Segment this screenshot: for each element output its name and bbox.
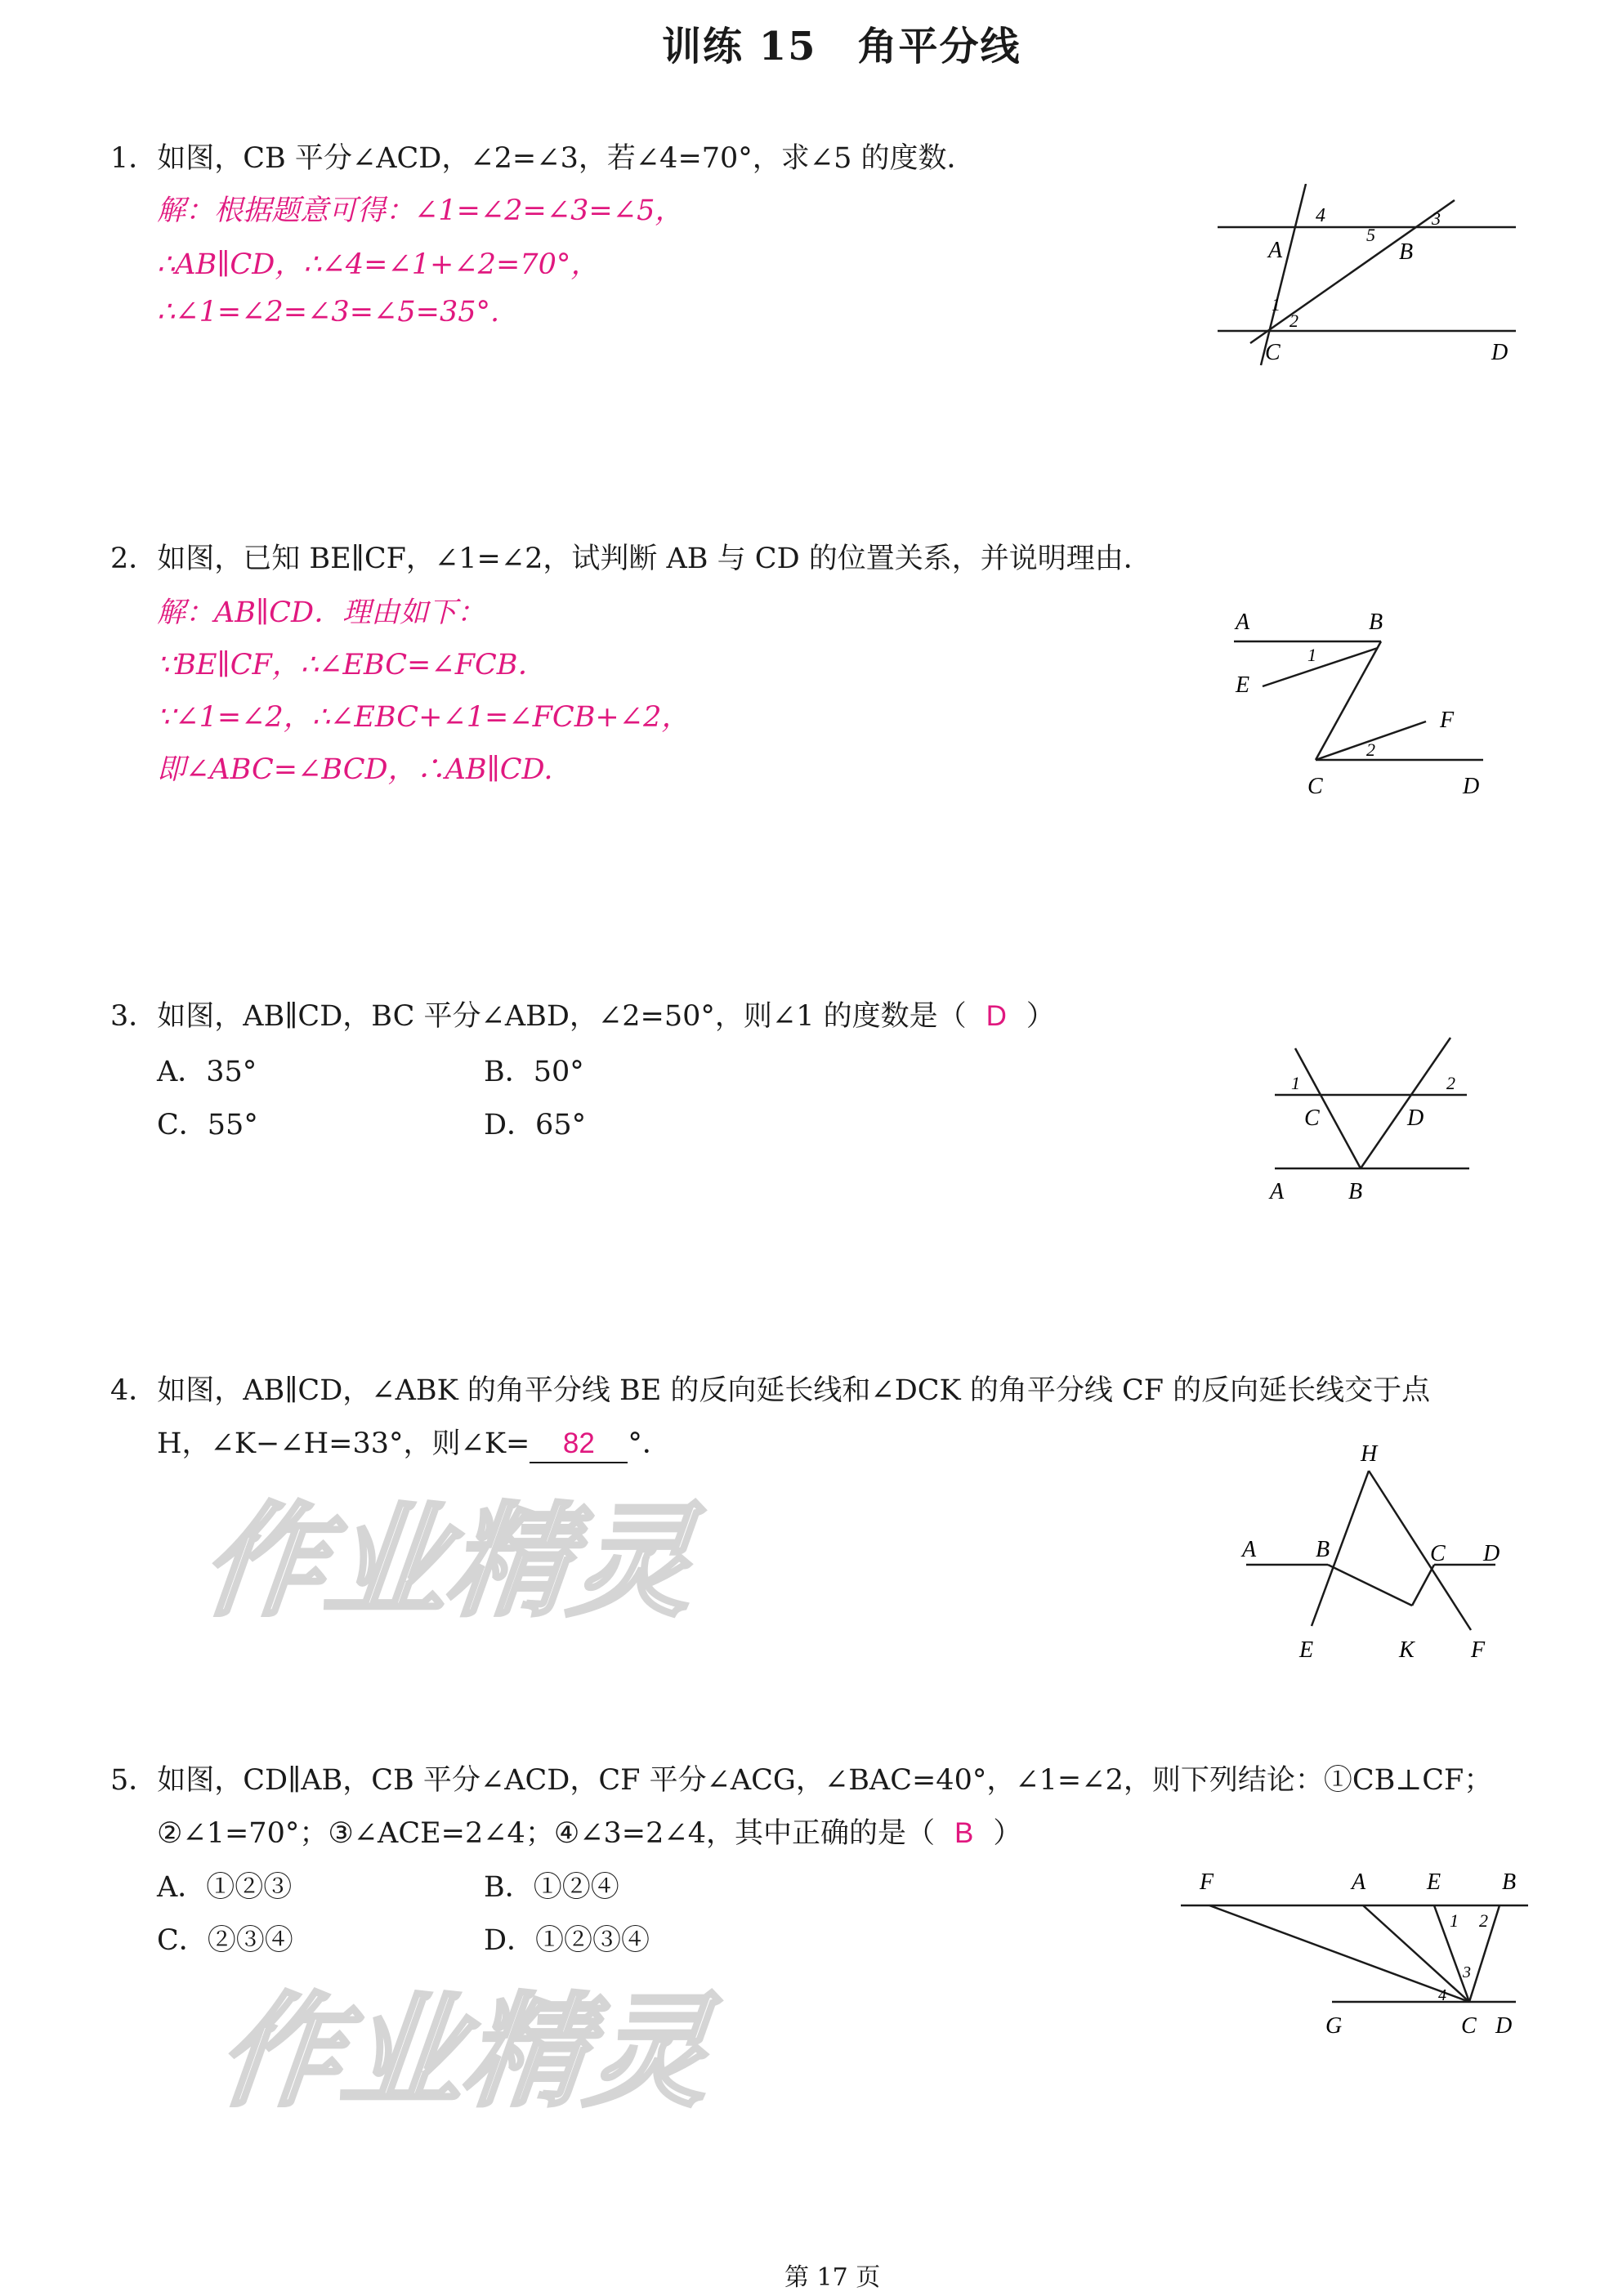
q4-answer-blank: 82 [530, 1426, 628, 1463]
point-a-label: A [1268, 238, 1283, 263]
point-c-label: C [1265, 340, 1281, 365]
q2-stem: 2．如图，已知 BE∥CF，∠1=∠2，试判断 AB 与 CD 的位置关系，并说明理由． [110, 543, 1152, 575]
point-b-label: B [1399, 239, 1414, 265]
angle-1-label: 1 [1307, 645, 1316, 665]
angle-4-label: 4 [1316, 205, 1325, 226]
point-f-label: F [1200, 1869, 1214, 1895]
q5-option-b: B．①②④ [484, 1871, 619, 1904]
q3-answer: D [986, 1000, 1007, 1032]
line-cf [1209, 1905, 1469, 2002]
q3-option-d: D．65° [484, 1109, 587, 1141]
line-bd [1361, 1038, 1450, 1168]
q1-solution-line: ∴∠1=∠2=∠3=∠5=35°. [157, 296, 500, 328]
angle-2-label: 2 [1366, 739, 1375, 760]
watermark: 作业精灵 [212, 1981, 717, 2124]
point-e-label: E [1299, 1637, 1314, 1663]
point-a-label: A [1352, 1869, 1366, 1895]
q3-option-c: C．55° [157, 1109, 258, 1141]
point-c-label: C [1304, 1106, 1320, 1131]
q4-stem-line2: H，∠K−∠H=33°，则∠K= 82 °． [157, 1426, 671, 1463]
point-c-label: C [1430, 1541, 1446, 1566]
point-f-label: F [1440, 708, 1455, 733]
angle-2-label: 2 [1479, 1910, 1488, 1931]
point-e-label: E [1236, 672, 1250, 698]
q1-figure [1209, 184, 1520, 380]
q2-figure [1218, 601, 1495, 805]
q3-stem: 3．如图，AB∥CD，BC 平分∠ABD，∠2=50°，则∠1 的度数是（ D ） [110, 1000, 1055, 1033]
q2-solution-line: ∵∠1=∠2，∴∠EBC+∠1=∠FCB+∠2， [157, 701, 691, 734]
point-k-label: K [1399, 1637, 1415, 1663]
q5-option-a: A．①②③ [157, 1871, 293, 1904]
angle-3-label: 3 [1432, 208, 1441, 229]
q5-figure [1169, 1855, 1544, 2039]
q1-stem: 1．如图，CB 平分∠ACD，∠2=∠3，若∠4=70°，求∠5 的度数． [110, 142, 976, 175]
point-a-label: A [1236, 610, 1250, 635]
point-d-label: D [1491, 340, 1508, 365]
point-b-label: B [1316, 1537, 1330, 1562]
point-e-label: E [1427, 1869, 1441, 1895]
angle-5-label: 5 [1366, 225, 1375, 245]
line-bk [1328, 1565, 1412, 1606]
point-d-label: D [1483, 1541, 1500, 1566]
point-d-label: D [1495, 2013, 1513, 2039]
angle-1-label: 1 [1272, 294, 1281, 315]
point-b-label: B [1502, 1869, 1517, 1895]
line-cb [1250, 200, 1455, 343]
point-d-label: D [1463, 774, 1480, 799]
line-hf [1369, 1471, 1471, 1630]
angle-2-label: 2 [1446, 1073, 1455, 1093]
q5-stem-line1: 5．如图，CD∥AB，CB 平分∠ACD，CF 平分∠ACG，∠BAC=40°，∠1=∠2，则下列结论：①CB⊥CF； [110, 1764, 1493, 1797]
q5-stem-line2: ②∠1=70°；③∠ACE=2∠4；④∠3=2∠4，其中正确的是（ B ） [157, 1817, 1022, 1850]
watermark: 作业精灵 [195, 1491, 701, 1633]
point-a-label: A [1270, 1179, 1285, 1204]
point-c-label: C [1461, 2013, 1477, 2039]
angle-3-label: 3 [1463, 1963, 1471, 1981]
q5-answer: B [954, 1817, 974, 1849]
q1-solution-line: 解：根据题意可得：∠1=∠2=∠3=∠5， [157, 194, 684, 227]
q3-option-a: A．35° [157, 1056, 257, 1088]
q2-solution-line: ∵BE∥CF，∴∠EBC=∠FCB． [157, 649, 547, 681]
q5-option-d: D．①②③④ [484, 1924, 650, 1957]
point-b-label: B [1369, 610, 1383, 635]
line-kc [1412, 1565, 1434, 1606]
page-number: 第 17 页 [784, 2263, 881, 2292]
point-a-label: A [1242, 1537, 1257, 1562]
q2-solution-line: 解：AB∥CD．理由如下： [157, 596, 486, 629]
point-b-label: B [1348, 1179, 1363, 1204]
q1-solution-line: ∴AB∥CD，∴∠4=∠1+∠2=70°， [157, 248, 600, 281]
point-h-label: H [1361, 1441, 1378, 1467]
point-f-label: F [1471, 1637, 1486, 1663]
angle-1-label: 1 [1291, 1073, 1300, 1093]
q5-option-c: C．②③④ [157, 1924, 293, 1957]
point-g-label: G [1325, 2013, 1343, 2039]
q4-stem-line1: 4．如图，AB∥CD，∠ABK 的角平分线 BE 的反向延长线和∠DCK 的角平分线 CF 的反向延长线交于点 [110, 1374, 1431, 1407]
q2-solution-line: 即∠ABC=∠BCD，∴AB∥CD. [157, 753, 553, 786]
q4-figure [1234, 1438, 1528, 1675]
angle-4-label: 4 [1438, 1986, 1446, 2004]
point-d-label: D [1407, 1106, 1424, 1131]
angle-2-label: 2 [1289, 310, 1298, 331]
q3-figure [1258, 1034, 1487, 1209]
point-c-label: C [1307, 774, 1323, 799]
angle-1-label: 1 [1450, 1910, 1459, 1931]
page-title: 训练 15 角平分线 [662, 24, 1021, 69]
line-transversal [1261, 184, 1306, 365]
q3-option-b: B．50° [484, 1056, 584, 1088]
